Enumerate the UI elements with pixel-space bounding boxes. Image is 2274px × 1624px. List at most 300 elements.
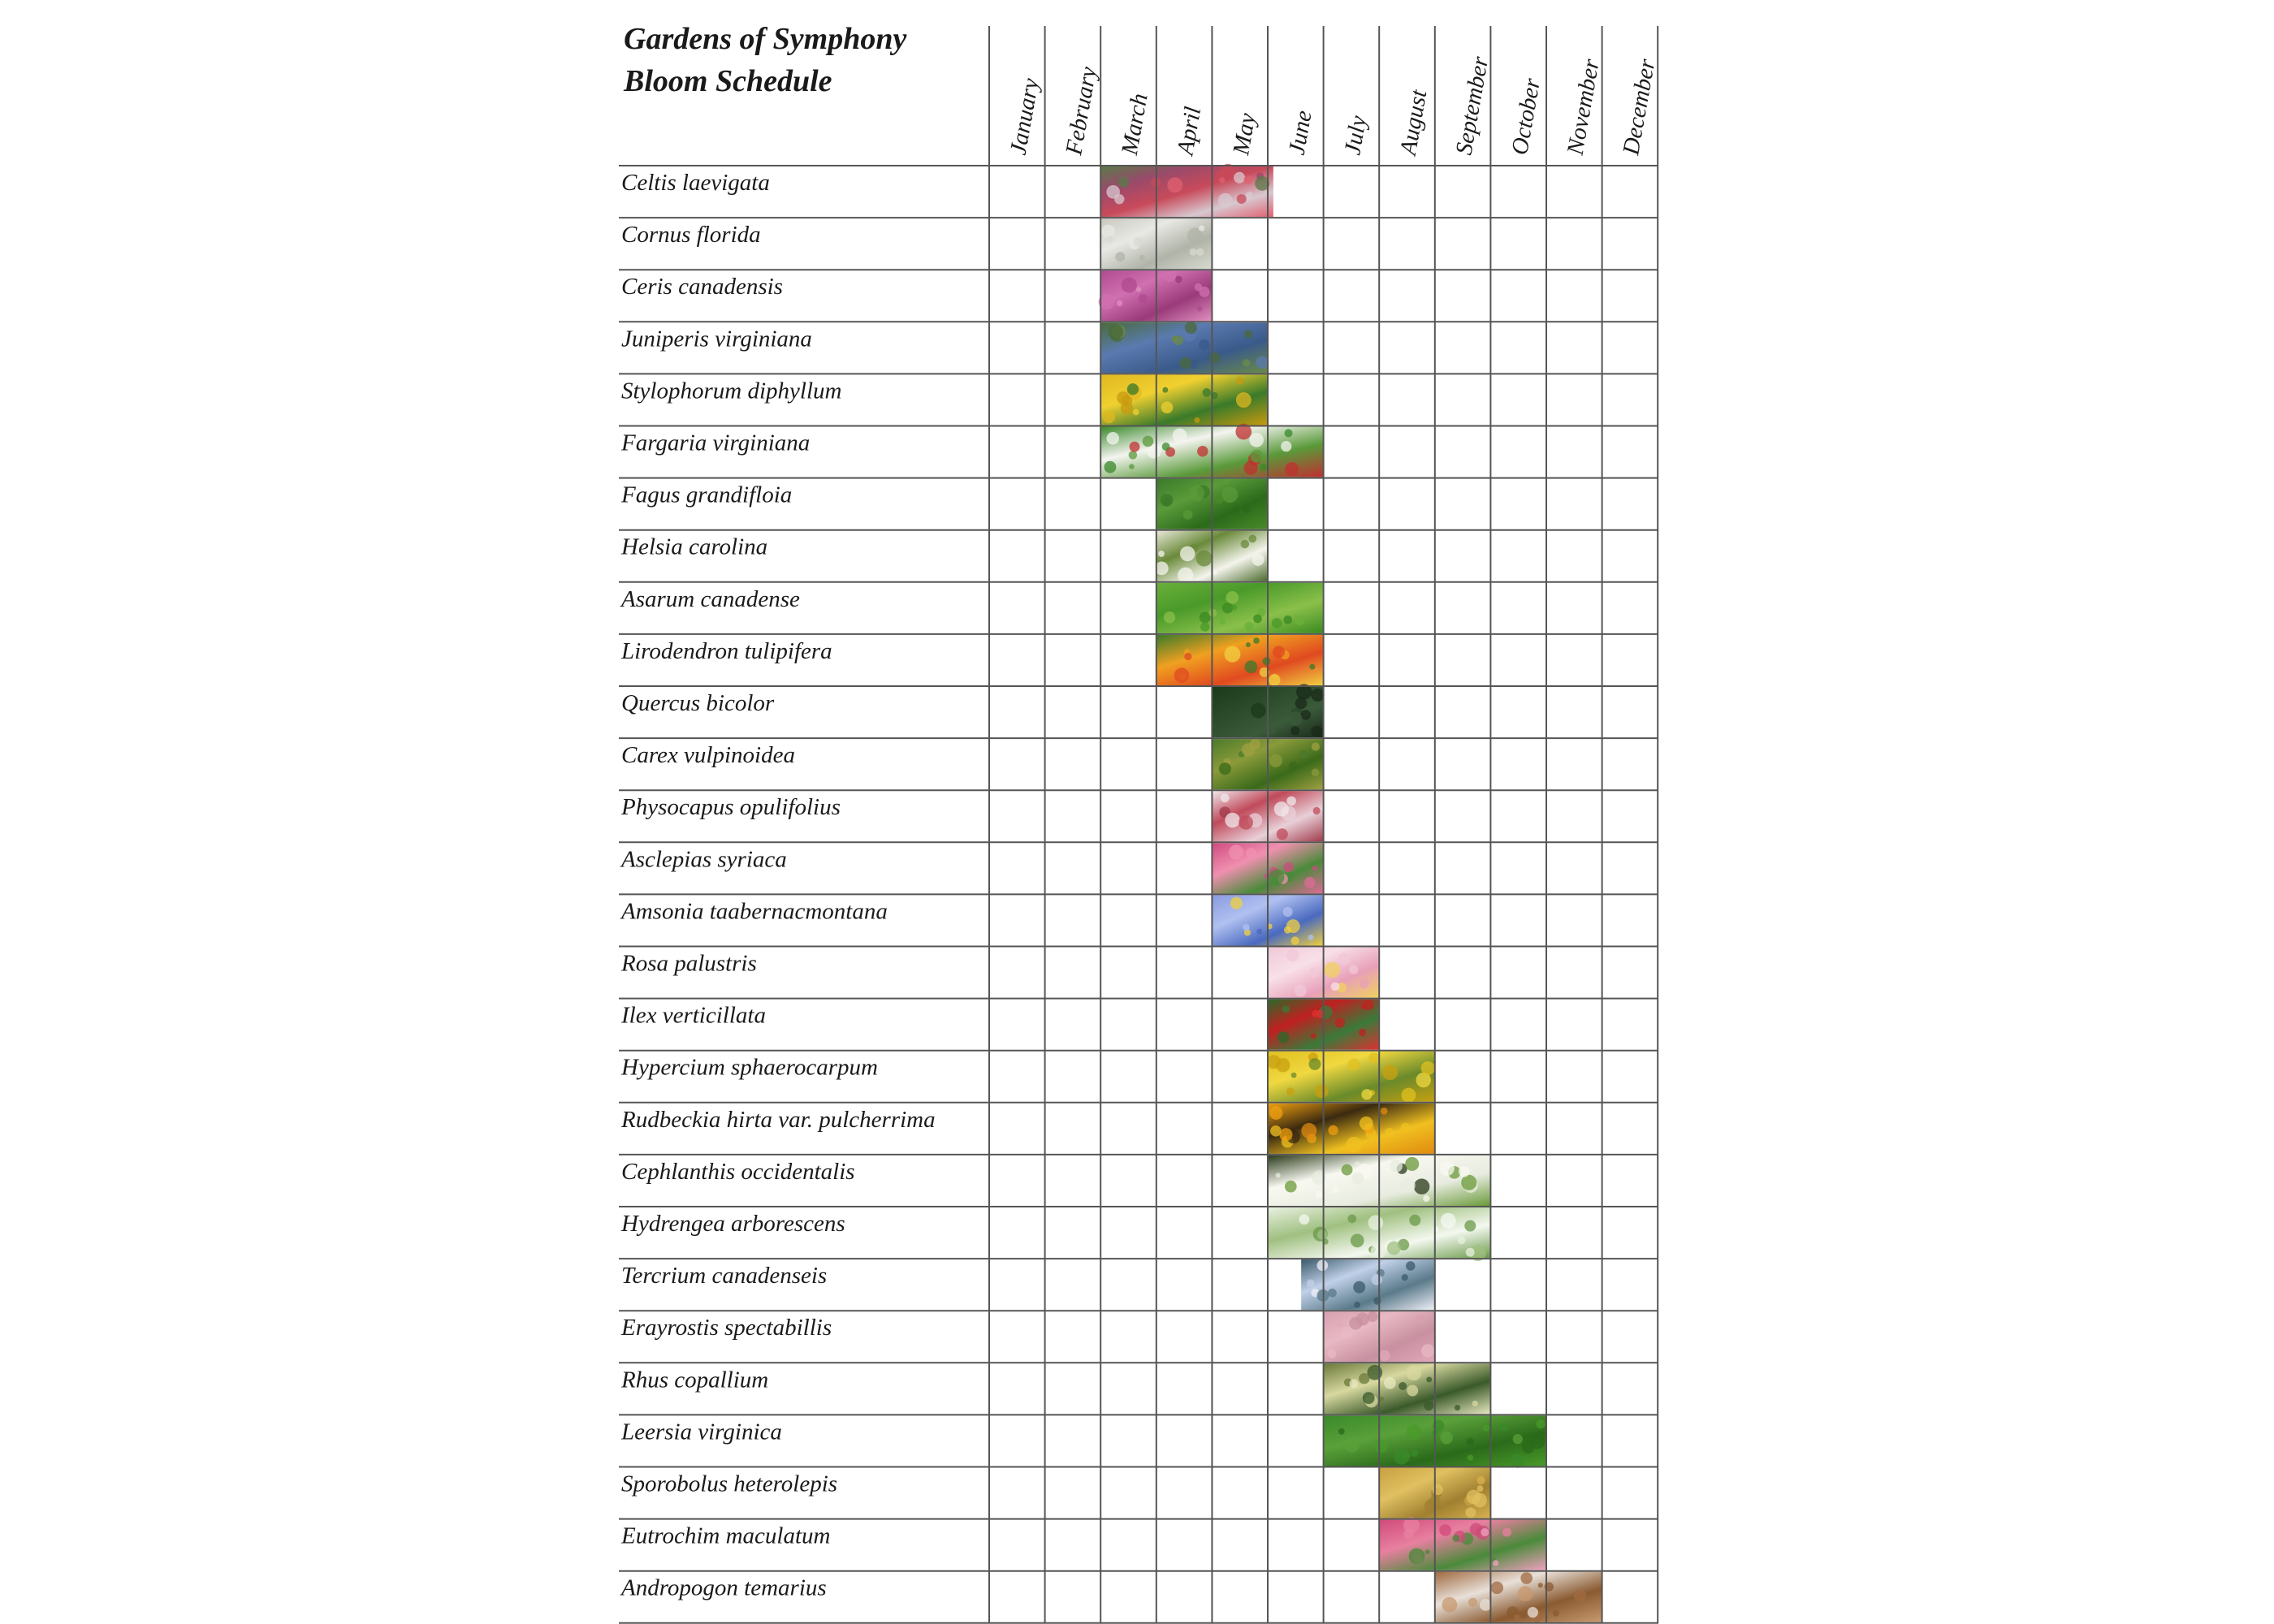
bloom-speck xyxy=(1328,1289,1337,1298)
bloom-bar xyxy=(1156,583,1324,633)
bloom-speck xyxy=(1301,710,1312,720)
month-headers xyxy=(1005,54,1661,158)
bloom-speck xyxy=(1312,768,1320,776)
bloom-speck xyxy=(1359,1029,1366,1036)
bloom-speck xyxy=(1359,1373,1369,1384)
bloom-speck xyxy=(1243,505,1251,513)
plant-label: Fargaria virginiana xyxy=(621,430,811,456)
bloom-speck xyxy=(1273,646,1285,658)
month-label: July xyxy=(1339,114,1373,158)
plant-label: Fagus grandifloia xyxy=(621,482,793,508)
plant-label: Sporobolus heterolepis xyxy=(621,1471,838,1497)
bloom-speck xyxy=(1286,949,1299,962)
bloom-speck xyxy=(1459,1166,1470,1177)
bloom-speck xyxy=(1237,194,1247,204)
bloom-speck xyxy=(1522,1440,1535,1453)
bloom-speck xyxy=(1399,1382,1407,1390)
month-label: May xyxy=(1228,110,1261,158)
bloom-speck xyxy=(1466,1248,1475,1257)
plant-label: Andropogon temarius xyxy=(621,1574,827,1601)
bloom-speck xyxy=(1412,1449,1419,1457)
bloom-speck xyxy=(1231,605,1237,611)
bloom-speck xyxy=(1199,225,1204,231)
bloom-speck xyxy=(1295,985,1307,997)
bloom-speck xyxy=(1490,1582,1503,1595)
bloom-speck xyxy=(1260,464,1267,471)
bloom-speck xyxy=(1262,720,1277,735)
plant-label: Rudbeckia hirta var. pulcherrima xyxy=(621,1106,936,1133)
bloom-speck xyxy=(1538,1583,1543,1587)
bloom-speck xyxy=(1493,1560,1498,1566)
plant-label: Quercus bicolor xyxy=(621,690,775,716)
bloom-speck xyxy=(1161,401,1174,413)
bloom-speck xyxy=(1219,177,1225,183)
bloom-speck xyxy=(1334,1017,1344,1027)
month-label: September xyxy=(1450,54,1494,158)
bloom-speck xyxy=(1162,387,1168,393)
bloom-speck xyxy=(1439,1161,1454,1176)
bloom-speck xyxy=(1117,300,1122,306)
bloom-speck xyxy=(1288,711,1302,725)
plant-label: Asclepias syriaca xyxy=(621,846,787,873)
bloom-speck xyxy=(1295,698,1308,710)
bloom-speck xyxy=(1351,1233,1364,1247)
month-label: March xyxy=(1116,91,1153,158)
bloom-speck xyxy=(1461,1175,1476,1190)
bloom-speck xyxy=(1368,1052,1379,1063)
bloom-speck xyxy=(1173,428,1187,443)
bloom-speck xyxy=(1290,726,1299,735)
plant-label: Eutrochim maculatum xyxy=(621,1522,831,1549)
bloom-speck xyxy=(1269,674,1280,685)
bloom-speck xyxy=(1108,324,1123,339)
bloom-speck xyxy=(1465,1507,1476,1518)
bloom-speck xyxy=(1331,983,1340,991)
bloom-speck xyxy=(1241,540,1250,549)
bloom-speck xyxy=(1120,345,1126,352)
bloom-speck xyxy=(1283,615,1292,624)
bloom-speck xyxy=(1289,761,1298,770)
bloom-speck xyxy=(1199,287,1209,297)
bloom-speck xyxy=(1433,1226,1438,1232)
bloom-speck xyxy=(1283,907,1293,917)
plant-label: Tercrium canadenseis xyxy=(621,1263,828,1289)
bloom-speck xyxy=(1520,1612,1527,1618)
bloom-speck xyxy=(1286,797,1296,806)
bloom-speck xyxy=(1311,689,1324,702)
bloom-speck xyxy=(1387,1242,1401,1255)
bloom-speck xyxy=(1129,464,1135,469)
bloom-speck xyxy=(1127,383,1139,395)
bloom-speck xyxy=(1313,807,1321,814)
bloom-speck xyxy=(1202,388,1211,397)
bloom-speck xyxy=(1500,1423,1508,1431)
bloom-speck xyxy=(1401,1178,1416,1193)
bloom-speck xyxy=(1115,252,1125,261)
bloom-speck xyxy=(1284,926,1291,934)
bloom-speck xyxy=(1477,1485,1484,1492)
bloom-speck xyxy=(1278,1031,1289,1043)
bloom-speck xyxy=(1139,294,1148,303)
bloom-speck xyxy=(1511,1453,1525,1468)
bloom-speck xyxy=(1208,609,1217,617)
bloom-speck xyxy=(1253,637,1260,644)
bloom-speck xyxy=(1406,1261,1416,1271)
bloom-speck xyxy=(1139,255,1145,261)
bloom-speck xyxy=(1402,1451,1410,1459)
bloom-speck xyxy=(1256,356,1269,369)
bloom-speck xyxy=(1421,1061,1435,1075)
bloom-speck xyxy=(1464,1220,1476,1232)
bloom-speck xyxy=(1229,844,1243,859)
bloom-speck xyxy=(1242,743,1255,756)
chart-title-line-2: Bloom Schedule xyxy=(624,64,832,98)
plant-label: Hypercium sphaerocarpum xyxy=(621,1054,878,1081)
bloom-speck xyxy=(1284,862,1294,872)
bloom-speck xyxy=(1282,1005,1290,1013)
bloom-speck xyxy=(1332,1186,1338,1193)
bloom-speck xyxy=(1452,1535,1459,1542)
bloom-speck xyxy=(1251,450,1264,463)
bloom-speck xyxy=(1406,1424,1421,1440)
bloom-speck xyxy=(1252,554,1264,566)
bloom-speck xyxy=(1574,1589,1587,1602)
bloom-speck xyxy=(1349,965,1358,974)
bloom-speck xyxy=(1315,1084,1329,1098)
bloom-speck xyxy=(1553,1610,1559,1617)
bloom-speck xyxy=(1290,936,1299,944)
bloom-speck xyxy=(1190,248,1197,256)
bloom-speck xyxy=(1402,1088,1416,1103)
bloom-speck xyxy=(1272,618,1282,628)
bloom-speck xyxy=(1371,1244,1386,1259)
bloom-speck xyxy=(1143,436,1154,447)
bloom-speck xyxy=(1307,1279,1315,1287)
bloom-speck xyxy=(1234,172,1245,184)
plant-labels xyxy=(620,170,936,1601)
bloom-speck xyxy=(1285,1181,1297,1193)
bloom-speck xyxy=(1246,642,1251,647)
bloom-speck xyxy=(1338,1428,1345,1435)
bloom-speck xyxy=(1299,1214,1310,1224)
bloom-speck xyxy=(1368,1215,1384,1230)
bloom-speck xyxy=(1185,322,1197,334)
bloom-speck xyxy=(1256,929,1262,935)
bloom-speck xyxy=(1347,1215,1356,1224)
bloom-bar xyxy=(1100,166,1273,217)
plant-label: Stylophorum diphyllum xyxy=(621,378,842,404)
bloom-speck xyxy=(1129,451,1137,459)
bloom-speck xyxy=(1317,1230,1327,1240)
plant-label: Asarum canadense xyxy=(621,585,800,612)
bloom-speck xyxy=(1481,1528,1489,1536)
bloom-speck xyxy=(1372,1274,1383,1285)
bloom-speck xyxy=(1244,660,1257,673)
bloom-speck xyxy=(1304,877,1316,888)
bloom-speck xyxy=(1295,615,1305,625)
bloom-speck xyxy=(1468,1454,1474,1461)
plant-label: Juniperis virginiana xyxy=(621,326,812,352)
bloom-speck xyxy=(1421,1344,1435,1358)
bloom-speck xyxy=(1312,866,1317,870)
bloom-speck xyxy=(1402,1274,1408,1281)
bloom-speck xyxy=(1401,1123,1410,1132)
bloom-speck xyxy=(1225,813,1239,827)
bloom-speck xyxy=(1308,935,1313,940)
bloom-speck xyxy=(1455,1405,1460,1410)
bloom-speck xyxy=(1103,411,1115,423)
bloom-speck xyxy=(1114,194,1124,204)
bloom-speck xyxy=(1218,193,1233,208)
bloom-speck xyxy=(1426,1376,1432,1382)
plant-label: Leersia virginica xyxy=(621,1419,782,1445)
plant-label: Cephlanthis occidentalis xyxy=(621,1158,855,1185)
bloom-speck xyxy=(1379,1350,1390,1361)
bloom-speck xyxy=(1194,417,1200,423)
bloom-speck xyxy=(1354,1302,1360,1308)
bloom-speck xyxy=(1199,339,1209,350)
bloom-speck xyxy=(1425,1549,1430,1554)
bloom-speck xyxy=(1374,1439,1388,1453)
bloom-speck xyxy=(1175,276,1182,283)
bloom-bars xyxy=(1099,164,1602,1622)
plant-label: Amsonia taabernacmontana xyxy=(621,898,888,925)
bloom-speck xyxy=(1346,1137,1362,1153)
bloom-speck xyxy=(1309,967,1320,978)
bloom-speck xyxy=(1164,270,1177,283)
month-label: January xyxy=(1005,76,1044,158)
bloom-speck xyxy=(1363,1000,1373,1010)
plant-label: Ceris canadensis xyxy=(621,274,783,300)
bloom-speck xyxy=(1458,1237,1465,1244)
bloom-speck xyxy=(1291,1073,1297,1078)
plant-label: Hydrengea arborescens xyxy=(621,1211,845,1237)
bloom-speck xyxy=(1355,1161,1360,1166)
bloom-speck xyxy=(1244,175,1253,184)
bloom-speck xyxy=(1518,1586,1533,1601)
bloom-speck xyxy=(1274,801,1289,816)
month-label: February xyxy=(1061,64,1102,158)
bloom-speck xyxy=(1482,1424,1489,1432)
bloom-speck xyxy=(1407,1385,1418,1397)
bloom-speck xyxy=(1382,1065,1398,1080)
bloom-speck xyxy=(1246,192,1253,199)
bloom-speck xyxy=(1311,726,1322,737)
bloom-speck xyxy=(1409,1548,1425,1564)
bloom-speck xyxy=(1284,429,1292,437)
bloom-speck xyxy=(1161,494,1174,507)
bloom-speck xyxy=(1246,848,1256,858)
bloom-speck xyxy=(1466,1438,1473,1445)
bloom-speck xyxy=(1353,1281,1365,1294)
plant-label: Celtis laevigata xyxy=(621,170,770,196)
plant-label: Lirodendron tulipifera xyxy=(621,637,832,664)
bloom-speck xyxy=(1520,1572,1533,1584)
bloom-speck xyxy=(1219,762,1231,775)
month-label: December xyxy=(1618,57,1661,158)
bloom-speck xyxy=(1130,442,1140,452)
bloom-speck xyxy=(1281,441,1291,451)
bloom-speck xyxy=(1441,1213,1456,1229)
bloom-speck xyxy=(1197,446,1208,456)
bloom-speck xyxy=(1381,1108,1388,1115)
bloom-speck xyxy=(1468,1598,1477,1607)
bloom-speck xyxy=(1178,568,1193,583)
bloom-speck xyxy=(1209,352,1220,363)
bloom-speck xyxy=(1263,657,1271,665)
plant-label: Physocapus opulifolius xyxy=(621,794,841,821)
bloom-speck xyxy=(1316,1191,1323,1199)
plant-label: Carex vulpinoidea xyxy=(621,742,795,769)
month-label: April xyxy=(1172,104,1207,158)
bloom-speck xyxy=(1267,1055,1281,1069)
plant-label: Ilex verticillata xyxy=(621,1002,766,1029)
bloom-speck xyxy=(1230,897,1243,909)
bloom-speck xyxy=(1514,1614,1520,1620)
bloom-speck xyxy=(1249,433,1264,447)
bloom-speck xyxy=(1390,1160,1403,1173)
bloom-speck xyxy=(1277,828,1288,840)
bloom-speck xyxy=(1106,235,1113,243)
bloom-speck xyxy=(1162,443,1170,451)
bloom-speck xyxy=(1180,357,1192,369)
bloom-speck xyxy=(1174,335,1183,345)
bloom-speck xyxy=(1356,1312,1369,1325)
bloom-speck xyxy=(1309,664,1315,670)
bloom-speck xyxy=(1414,1178,1430,1194)
bloom-speck xyxy=(1104,461,1116,473)
bloom-speck xyxy=(1361,1089,1372,1099)
plant-label: Erayrostis spectabillis xyxy=(621,1315,832,1341)
bloom-speck xyxy=(1244,621,1253,630)
bloom-speck xyxy=(1136,287,1141,292)
bloom-speck xyxy=(1360,979,1369,989)
bloom-speck xyxy=(1196,305,1202,311)
plant-label: Helsia carolina xyxy=(621,533,768,560)
bloom-speck xyxy=(1189,486,1204,501)
bloom-speck xyxy=(1117,391,1130,404)
bloom-speck xyxy=(1183,510,1193,520)
bloom-speck xyxy=(1433,1484,1443,1495)
bloom-speck xyxy=(1236,377,1243,384)
bloom-speck xyxy=(1338,953,1350,965)
bloom-speck xyxy=(1221,486,1238,503)
bloom-speck xyxy=(1244,330,1252,338)
bloom-speck xyxy=(1363,1392,1375,1404)
bloom-speck xyxy=(1224,646,1240,663)
bloom-speck xyxy=(1251,703,1266,719)
bloom-speck xyxy=(1327,1350,1336,1358)
bloom-speck xyxy=(1248,535,1256,543)
chart-title-line-1: Gardens of Symphony xyxy=(624,22,907,56)
bloom-speck xyxy=(1338,1322,1342,1327)
bloom-speck xyxy=(1269,870,1284,885)
bloom-speck xyxy=(1167,177,1182,192)
bloom-speck xyxy=(1467,1490,1481,1505)
bloom-speck xyxy=(1406,1365,1421,1380)
bloom-speck xyxy=(1536,1419,1545,1428)
bloom-speck xyxy=(1269,754,1282,767)
month-label: June xyxy=(1283,108,1317,158)
plant-label: Rosa palustris xyxy=(621,950,757,977)
bloom-speck xyxy=(1253,615,1262,624)
bloom-speck xyxy=(1316,1260,1328,1272)
bloom-speck xyxy=(1236,392,1252,408)
bloom-speck xyxy=(1423,1195,1429,1202)
bloom-speck xyxy=(1440,1432,1453,1445)
bloom-speck xyxy=(1196,248,1204,256)
bloom-speck xyxy=(1311,1033,1316,1039)
bloom-speck xyxy=(1405,1157,1419,1171)
bloom-speck xyxy=(1470,1523,1483,1536)
bloom-speck xyxy=(1164,611,1175,623)
bloom-speck xyxy=(1385,1128,1394,1137)
bloom-speck xyxy=(1200,622,1209,631)
bloom-speck xyxy=(1360,1116,1373,1130)
plant-label: Rhus copallium xyxy=(621,1367,769,1393)
bloom-speck xyxy=(1243,924,1250,931)
bloom-speck xyxy=(1350,1379,1359,1388)
bloom-speck xyxy=(1286,1087,1295,1095)
bloom-speck xyxy=(1184,653,1191,660)
bloom-speck xyxy=(1324,962,1340,978)
bloom-speck xyxy=(1442,1597,1457,1613)
bloom-speck xyxy=(1180,546,1195,562)
bloom-speck xyxy=(1424,1401,1433,1410)
bloom-speck xyxy=(1513,1434,1523,1444)
bloom-speck xyxy=(1502,1528,1511,1537)
bloom-speck xyxy=(1279,1128,1292,1141)
bloom-speck xyxy=(1299,750,1307,758)
bloom-speck xyxy=(1232,507,1239,513)
bloom-speck xyxy=(1243,359,1251,367)
bloom-speck xyxy=(1416,1315,1424,1324)
bloom-speck xyxy=(1344,1437,1360,1453)
bloom-speck xyxy=(1347,1058,1360,1070)
bloom-speck xyxy=(1219,618,1226,624)
bloom-speck xyxy=(1476,1476,1485,1484)
bloom-speck xyxy=(1118,177,1130,188)
bloom-speck xyxy=(1265,874,1269,879)
bloom-speck xyxy=(1439,1524,1451,1536)
bloom-speck xyxy=(1239,815,1253,830)
bloom-speck xyxy=(1341,1327,1352,1338)
bloom-speck xyxy=(1276,1173,1281,1177)
month-label: August xyxy=(1394,88,1433,158)
bloom-speck xyxy=(1174,667,1190,683)
bloom-speck xyxy=(1409,1215,1420,1226)
bloom-speck xyxy=(1158,551,1165,557)
bloom-speck xyxy=(1342,1164,1353,1176)
bloom-speck xyxy=(1301,1123,1316,1138)
bloom-speck xyxy=(1312,743,1320,751)
bloom-speck xyxy=(1196,551,1213,567)
bloom-speck xyxy=(1134,237,1143,246)
bloom-speck xyxy=(1226,591,1239,604)
bloom-speck xyxy=(1472,1401,1478,1406)
bloom-speck xyxy=(1351,1173,1364,1185)
month-label: October xyxy=(1507,76,1546,158)
bloom-speck xyxy=(1122,277,1137,292)
bloom-speck xyxy=(1480,1599,1492,1611)
bloom-speck xyxy=(1221,793,1230,802)
bloom-speck xyxy=(1107,432,1120,445)
month-label: November xyxy=(1562,57,1605,158)
bloom-speck xyxy=(1220,594,1225,599)
bloom-speck xyxy=(1384,1377,1396,1389)
bloom-speck xyxy=(1528,1607,1538,1618)
plant-label: Cornus florida xyxy=(621,222,761,248)
